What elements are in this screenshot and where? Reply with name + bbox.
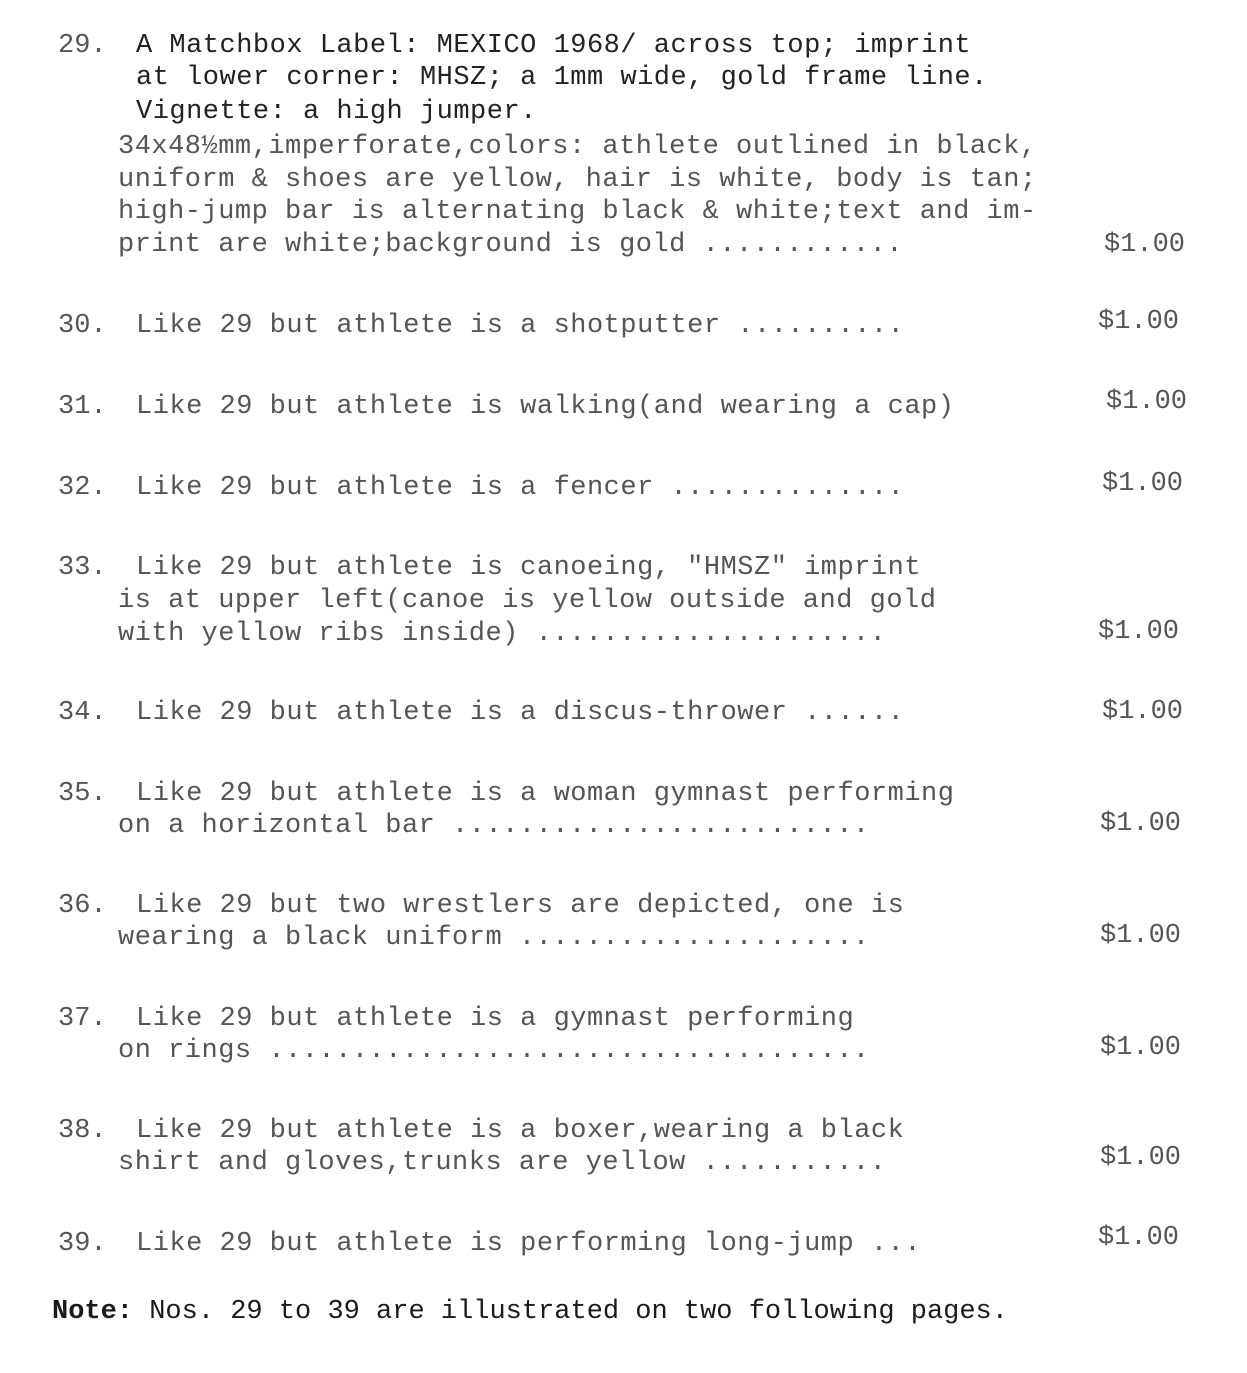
item-price: $1.00 [1098, 1223, 1180, 1253]
item-description-line: print are white;background is gold ............ [118, 230, 904, 260]
item-description-line: Like 29 but athlete is a boxer,wearing a black [136, 1116, 905, 1146]
item-number: 37. [58, 1004, 107, 1034]
item-description-line: Like 29 but athlete is performing long-jump ... [136, 1229, 922, 1259]
item-price: $1.00 [1100, 921, 1182, 951]
footnote [52, 1296, 1008, 1328]
item-description-line: A Matchbox Label: MEXICO 1968/ across top; imprint [136, 31, 972, 61]
item-number: 32. [58, 473, 107, 503]
item-description-line: Like 29 but athlete is a discus-thrower ...... [136, 698, 905, 728]
item-description-line: Like 29 but athlete is a woman gymnast performing [136, 779, 955, 809]
item-description-line: Like 29 but athlete is walking(and wearing a cap) [136, 392, 955, 422]
footnote-text: Nos. 29 to 39 are illustrated on two following pages. [133, 1297, 1008, 1327]
item-description-line: Like 29 but athlete is a shotputter .......... [136, 311, 905, 341]
item-number: 33. [58, 553, 107, 583]
item-description-line: Like 29 but athlete is a gymnast performing [136, 1004, 855, 1034]
item-number: 34. [58, 698, 107, 728]
item-number: 31. [58, 392, 107, 422]
item-number: 35. [58, 779, 107, 809]
item-description-line: Like 29 but athlete is a fencer .............. [136, 473, 905, 503]
item-description-line: on rings .................................... [118, 1036, 870, 1066]
item-description-line: Like 29 but two wrestlers are depicted, one is [136, 891, 905, 921]
item-price: $1.00 [1100, 1033, 1182, 1063]
item-price: $1.00 [1102, 469, 1184, 499]
item-description-line: high-jump bar is alternating black & white;text and im- [118, 197, 1037, 227]
item-number: 29. [58, 31, 107, 61]
item-description-line: Like 29 but athlete is canoeing, "HMSZ" imprint [136, 553, 922, 583]
item-description-line: is at upper left(canoe is yellow outside and gold [118, 586, 937, 616]
item-price: $1.00 [1098, 307, 1180, 337]
item-description-line: uniform & shoes are yellow, hair is white, body is tan; [118, 165, 1037, 195]
item-number: 36. [58, 891, 107, 921]
item-price: $1.00 [1106, 387, 1188, 417]
item-description-line: 34x48½mm,imperforate,colors: athlete outlined in black, [118, 132, 1037, 162]
item-price: $1.00 [1104, 230, 1186, 260]
item-price: $1.00 [1098, 617, 1180, 647]
item-description-line: at lower corner: MHSZ; a 1mm wide, gold frame line. [136, 63, 988, 93]
item-number: 39. [58, 1229, 107, 1259]
item-description-line: on a horizontal bar ......................... [118, 811, 870, 841]
item-price: $1.00 [1100, 809, 1182, 839]
item-description-line: Vignette: a high jumper. [136, 97, 537, 127]
item-description-line: wearing a black uniform ..................... [118, 923, 870, 953]
item-description-line: shirt and gloves,trunks are yellow ........... [118, 1148, 887, 1178]
item-number: 30. [58, 311, 107, 341]
item-price: $1.00 [1102, 697, 1184, 727]
item-price: $1.00 [1100, 1143, 1182, 1173]
footnote-label: Note: [52, 1297, 134, 1327]
item-number: 38. [58, 1116, 107, 1146]
item-description-line: with yellow ribs inside) ..................... [118, 619, 887, 649]
